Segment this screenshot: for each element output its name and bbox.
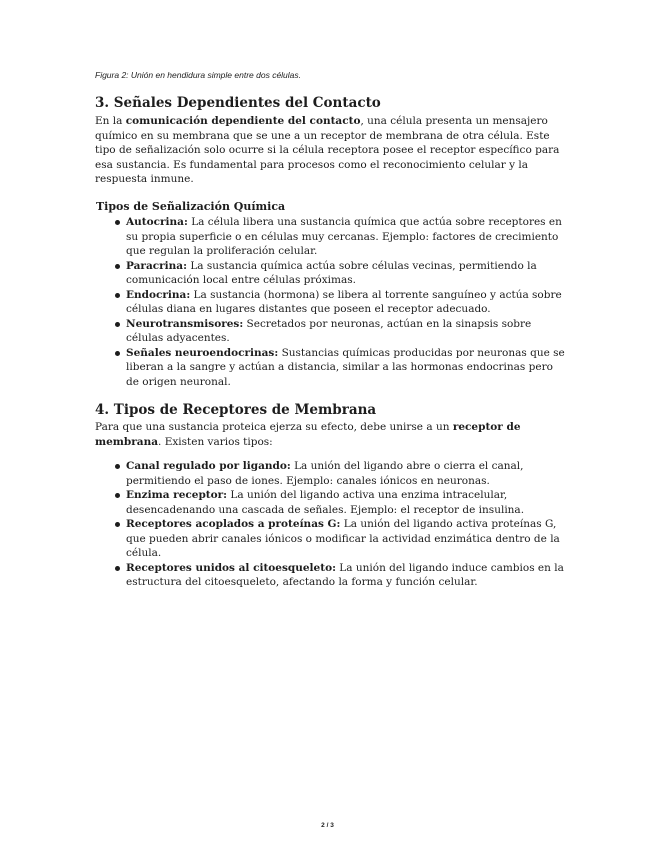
list-item — [126, 317, 566, 346]
list-item — [126, 346, 566, 390]
receptor-items — [126, 459, 571, 590]
section-4-para-pre: Para que una sustancia proteica ejerza su efecto, debe unirse a un — [95, 421, 453, 433]
list-item-text: La célula libera una sustancia química que actúa sobre receptores en su propia superficie o en células muy cercanas. Ejemplo: factores de crecimiento que regulan la proliferación celular. — [126, 216, 562, 257]
list-item — [126, 459, 571, 488]
list-item — [126, 259, 566, 288]
list-item-term: Endocrina: — [126, 288, 191, 301]
figure-caption: Figura 2: Unión en hendidura simple entre dos células. — [95, 70, 302, 80]
section-3-para-bold: comunicación dependiente del contacto — [125, 115, 361, 127]
section-4-paragraph — [95, 420, 575, 449]
list-item-text: Secretados por neuronas, actúan en la sinapsis sobre células adyacentes. — [126, 317, 532, 344]
bullet-icon — [115, 493, 120, 498]
section-4-heading: 4. Tipos de Receptores de Membrana — [95, 402, 377, 418]
section-4-para-bold: receptor de membrana — [95, 421, 521, 448]
bullet-icon — [115, 322, 120, 327]
list-item — [126, 561, 571, 590]
list-item — [126, 488, 571, 517]
list-item-text: La unión del ligando activa una enzima intracelular, desencadenando una cascada de señales. Ejemplo: el receptor de insulina. — [126, 489, 525, 516]
list-item — [126, 288, 566, 317]
section-3-heading: 3. Señales Dependientes del Contacto — [95, 95, 381, 111]
list-item-term: Enzima receptor: — [126, 489, 228, 501]
list-item — [126, 215, 566, 259]
list-item-term: Autocrina: — [126, 216, 188, 228]
bullet-icon — [115, 522, 120, 527]
section-4-para-post: . Existen varios tipos: — [158, 435, 273, 448]
bullet-icon — [115, 293, 120, 298]
receptor-types-list — [126, 459, 571, 590]
list-item-text: La unión del ligando induce cambios en la estructura del citoesqueleto, afectando la forma y función celular. — [126, 561, 564, 588]
list-item-text: Sustancias químicas producidas por neuronas que se liberan a la sangre y actúan a distancia, similar a las hormonas endocrinas pero de origen neuronal. — [126, 346, 565, 388]
list-item-term: Paracrina: — [126, 259, 187, 272]
section-3-para-pre: En la — [95, 115, 126, 127]
list-item — [126, 517, 571, 561]
list-item-text: La sustancia química actúa sobre células vecinas, permitiendo la comunicación local entre células próximas. — [126, 259, 537, 286]
signaling-types-heading: Tipos de Señalización Química — [96, 200, 286, 213]
bullet-icon — [115, 264, 120, 269]
list-item-term: Señales neuroendocrinas: — [126, 346, 279, 359]
bullet-icon — [115, 351, 120, 356]
list-item-text: La unión del ligando abre o cierra el canal, permitiendo el paso de iones. Ejemplo: canales iónicos en neuronas. — [126, 460, 524, 487]
list-item-text: La unión del ligando activa proteínas G, que pueden abrir canales iónicos o modificar la actividad enzimática dentro de la célula. — [126, 518, 560, 559]
list-item-text: La sustancia (hormona) se libera al torrente sanguíneo y actúa sobre células diana en lugares distantes que poseen el receptor adecuado. — [126, 288, 562, 315]
list-item-term: Receptores acoplados a proteínas G: — [126, 518, 341, 530]
section-3-paragraph — [95, 114, 565, 187]
list-item-term: Neurotransmisores: — [126, 317, 244, 330]
bullet-icon — [115, 464, 120, 469]
bullet-icon — [115, 220, 120, 225]
section-3-para-post: , una célula presenta un mensajero químico en su membrana que se une a un receptor de membrana de otra célula. Este tipo de señalización solo ocurre si la célula receptora posee el receptor específico para esa sustancia. Es fundamental para procesos como el reconocimiento celular y la respuesta inmune. — [95, 115, 560, 185]
bullet-icon — [115, 566, 120, 571]
signaling-items — [126, 215, 566, 389]
page-number: 2 / 3 — [321, 822, 334, 829]
list-item-term: Receptores unidos al citoesqueleto: — [126, 561, 336, 574]
list-item-term: Canal regulado por ligando: — [126, 460, 291, 472]
signaling-types-list — [126, 215, 566, 389]
